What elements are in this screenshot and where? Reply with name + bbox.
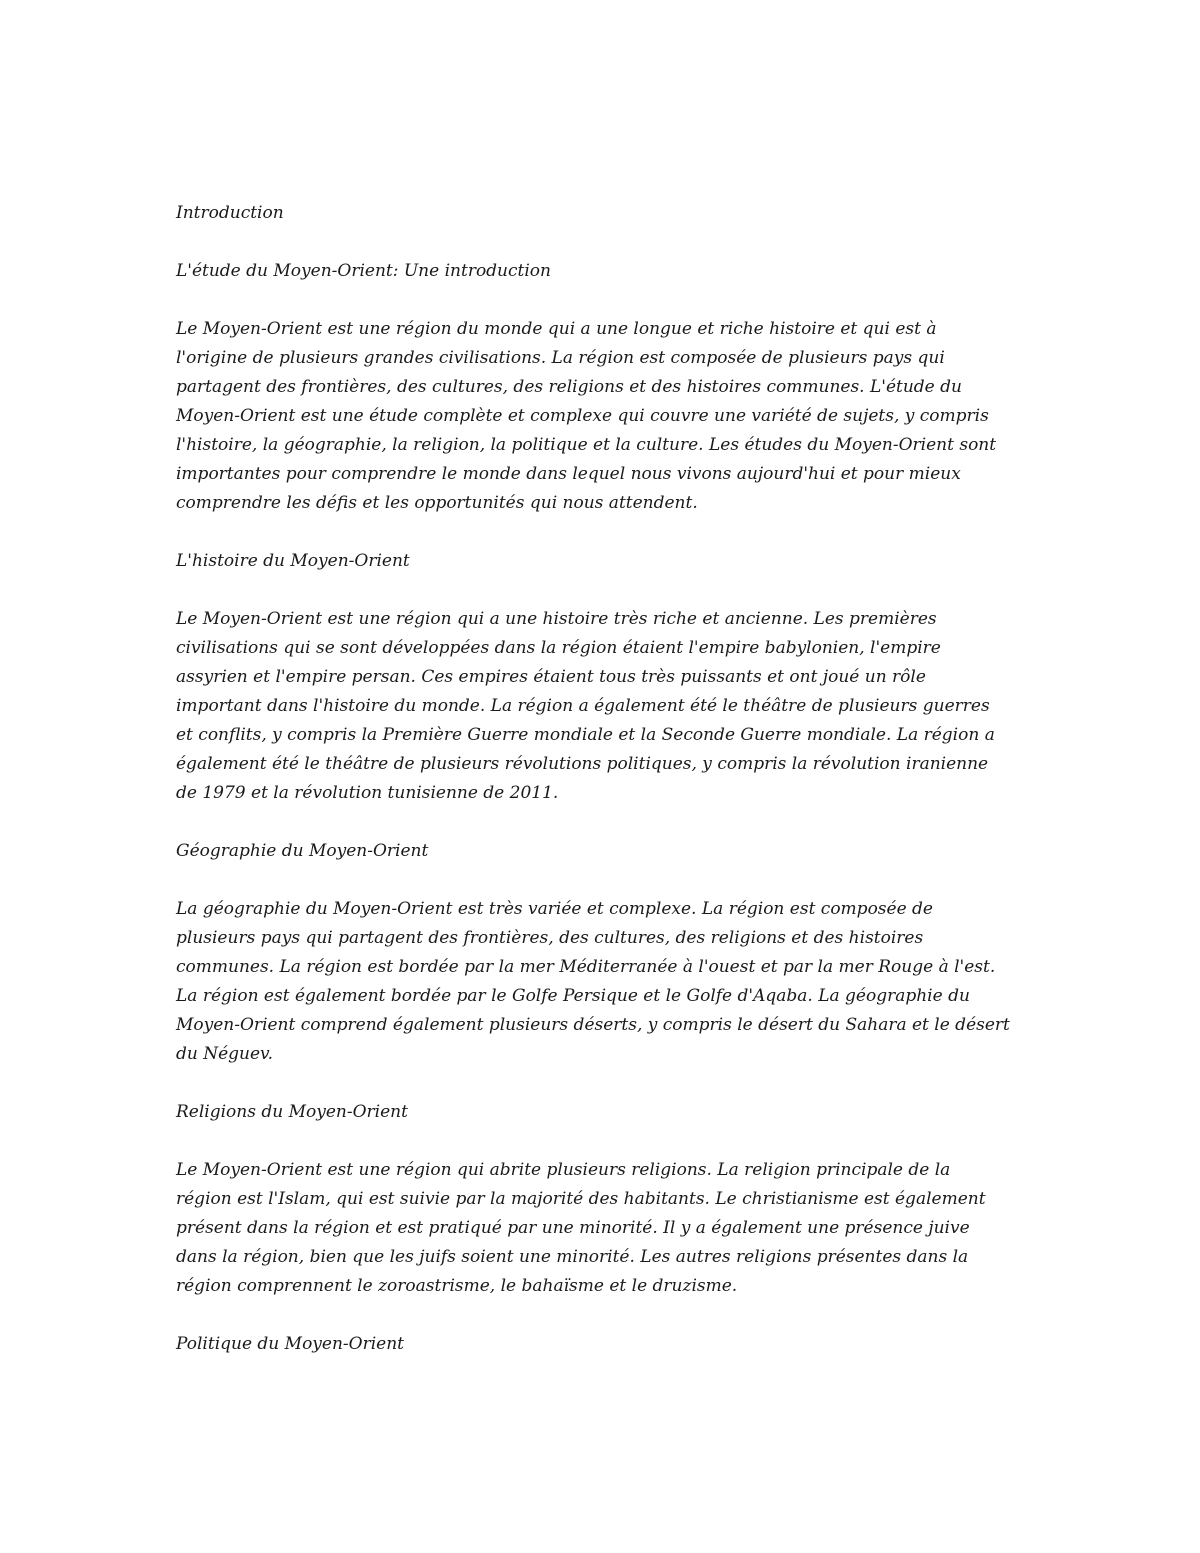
paragraph-line: comprendre les défis et les opportunités qui nous attendent.: [176, 493, 698, 513]
paragraph-line: assyrien et l'empire persan. Ces empires étaient tous très puissants et ont joué un rôle: [176, 667, 926, 687]
paragraph-line: et conflits, y compris la Première Guerre mondiale et la Seconde Guerre mondiale. La région a: [176, 725, 995, 745]
paragraph-line: importantes pour comprendre le monde dans lequel nous vivons aujourd'hui et pour mieux: [176, 464, 961, 484]
paragraph-line: du Néguev.: [176, 1044, 274, 1064]
paragraph-line: l'histoire, la géographie, la religion, la politique et la culture. Les études du Moyen-Orient sont: [176, 435, 997, 455]
paragraph-line: communes. La région est bordée par la mer Méditerranée à l'ouest et par la mer Rouge à l'est.: [176, 957, 996, 977]
document-title: Introduction: [176, 203, 284, 223]
document-subtitle: L'étude du Moyen-Orient: Une introduction: [176, 261, 551, 281]
paragraph-line: La région est également bordée par le Golfe Persique et le Golfe d'Aqaba. La géographie du: [176, 986, 970, 1006]
paragraph-line: Moyen-Orient comprend également plusieurs déserts, y compris le désert du Sahara et le désert: [176, 1015, 1010, 1035]
section-paragraph-religions: [176, 1156, 1036, 1301]
paragraph-line: région comprennent le zoroastrisme, le bahaïsme et le druzisme.: [176, 1276, 738, 1296]
document-body: [176, 199, 1036, 1359]
paragraph-line: région est l'Islam, qui est suivie par la majorité des habitants. Le christianisme est également: [176, 1189, 986, 1209]
paragraph-line: Moyen-Orient est une étude complète et complexe qui couvre une variété de sujets, y compris: [176, 406, 989, 426]
paragraph-line: également été le théâtre de plusieurs révolutions politiques, y compris la révolution iranienne: [176, 754, 989, 774]
paragraph-line: de 1979 et la révolution tunisienne de 2011.: [176, 783, 559, 803]
paragraph-line: présent dans la région et est pratiqué par une minorité. Il y a également une présence juive: [176, 1218, 970, 1238]
section-paragraph-histoire: [176, 605, 1036, 808]
paragraph-line: civilisations qui se sont développées dans la région étaient l'empire babylonien, l'empire: [176, 638, 941, 658]
paragraph-line: l'origine de plusieurs grandes civilisations. La région est composée de plusieurs pays qui: [176, 348, 945, 368]
paragraph-line: plusieurs pays qui partagent des frontières, des cultures, des religions et des histoires: [176, 928, 924, 948]
intro-paragraph: [176, 315, 1036, 518]
paragraph-line: Le Moyen-Orient est une région qui abrite plusieurs religions. La religion principale de la: [176, 1160, 951, 1180]
paragraph-line: important dans l'histoire du monde. La région a également été le théâtre de plusieurs guerres: [176, 696, 990, 716]
paragraph-line: dans la région, bien que les juifs soient une minorité. Les autres religions présentes dans la: [176, 1247, 969, 1267]
paragraph-line: Le Moyen-Orient est une région du monde qui a une longue et riche histoire et qui est à: [176, 319, 937, 339]
section-heading-geographie: Géographie du Moyen-Orient: [176, 841, 429, 861]
paragraph-line: Le Moyen-Orient est une région qui a une histoire très riche et ancienne. Les premières: [176, 609, 937, 629]
paragraph-line: partagent des frontières, des cultures, des religions et des histoires communes. L'étude du: [176, 377, 962, 397]
section-heading-religions: Religions du Moyen-Orient: [176, 1102, 408, 1122]
section-heading-politique: Politique du Moyen-Orient: [176, 1334, 404, 1354]
section-heading-histoire: L'histoire du Moyen-Orient: [176, 551, 410, 571]
section-paragraph-geographie: [176, 895, 1036, 1069]
paragraph-line: La géographie du Moyen-Orient est très variée et complexe. La région est composée de: [176, 899, 933, 919]
